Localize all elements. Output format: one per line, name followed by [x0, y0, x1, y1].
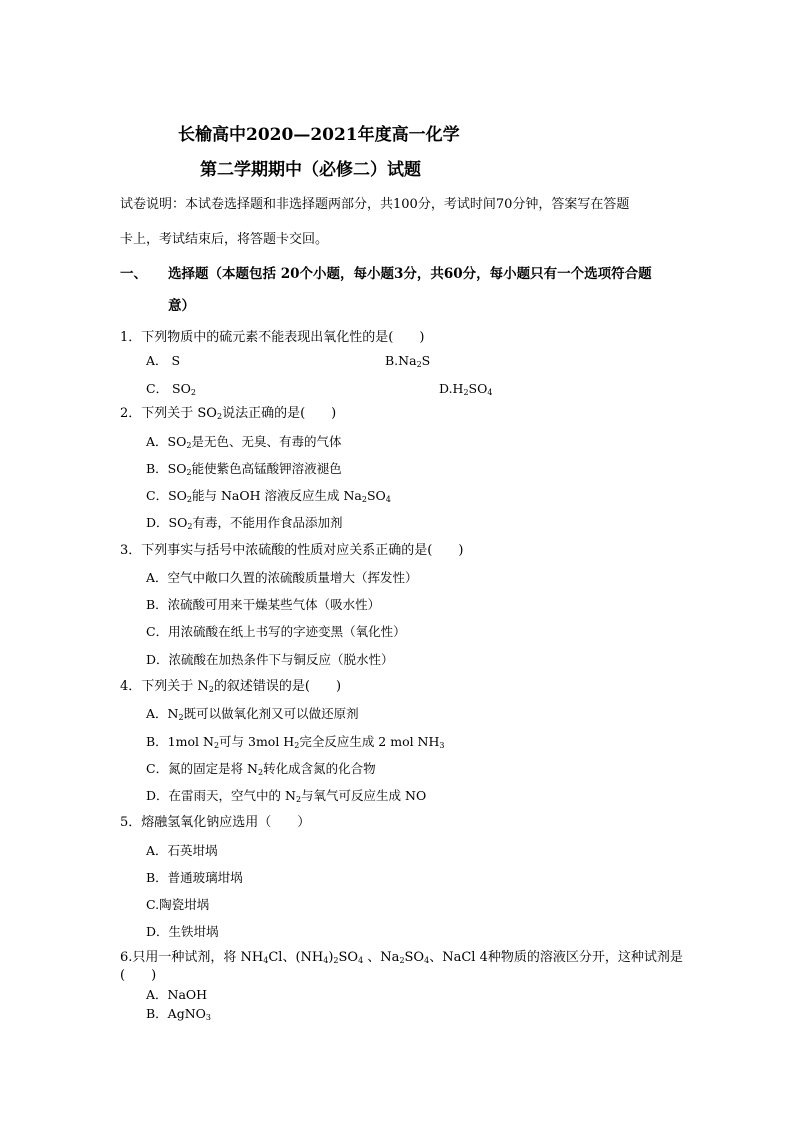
q6-option-a: A．NaOH [146, 987, 208, 1002]
section-heading-line2: 意） [168, 298, 195, 314]
q3-option-d: D．浓硫酸在加热条件下与铜反应（脱水性） [146, 652, 394, 667]
q1-option-d: $D.H_2SO_4$ [439, 381, 493, 397]
q5-option-c: C.陶瓷坩埚 [146, 897, 210, 912]
q5-option-b: B．普通玻璃坩埚 [146, 870, 243, 885]
q2-option-c: C．$SO_2$能与 NaOH 溶液反应生成 $Na_2SO_4$ [146, 488, 391, 504]
q5-stem: 5．熔融氢氧化钠应选用（ ） [120, 815, 311, 830]
q2-stem: 2．下列关于 $SO_2$说法正确的是( ) [120, 406, 337, 421]
q3-stem: 3．下列事实与括号中浓硫酸的性质对应关系正确的是( ) [120, 543, 464, 558]
intro-line2: 卡上，考试结束后，将答题卡交回。 [120, 232, 329, 247]
q3-option-b: B．浓硫酸可用来干燥某些气体（吸水性） [146, 597, 381, 612]
q5-option-d: D．生铁坩埚 [146, 924, 219, 939]
q4-stem: 4．下列关于 $N_2$的叙述错误的是( ) [120, 679, 342, 694]
q2-option-a: A．$SO_2$是无色、无臭、有毒的气体 [146, 434, 342, 450]
q2-option-b: B．$SO_2$能使紫色高锰酸钾溶液褪色 [146, 461, 342, 477]
q1-option-c: C． $SO_2$ [146, 381, 196, 397]
q6-option-b: B．AgNO$_3$ [146, 1006, 211, 1022]
q5-option-a: A．石英坩埚 [146, 843, 218, 858]
q6-stem-line1: 6.只用一种试剂，将 $NH_4Cl$、$(NH_4)_2SO_4$ 、$Na_2SO_4$、NaCl 4种物质的溶液区分开，这种试剂是 [120, 950, 683, 965]
q1-option-b: $B.Na_2S$ [385, 353, 431, 369]
q3-option-c: C．用浓硫酸在纸上书写的字迹变黑（氧化性） [146, 624, 406, 639]
intro-line1: 试卷说明：本试卷选择题和非选择题两部分，共100分，考试时间70分钟，答案写在答题 [120, 197, 630, 212]
q4-option-a: A．$N_2$既可以做氧化剂又可以做还原剂 [146, 706, 359, 722]
q1-stem: 1．下列物质中的硫元素不能表现出氧化性的是( ) [120, 330, 425, 345]
q1-option-a: A． S [146, 353, 181, 368]
q4-option-d: D．在雷雨天，空气中的 $N_2$与氧气可反应生成 NO [146, 788, 427, 804]
section-number: 一、 [120, 266, 147, 282]
exam-title-line2: 第二学期期中（必修二）试题 [200, 160, 421, 180]
section-heading-line1: 选择题（本题包括 20个小题，每小题3分，共60分，每小题只有一个选项符合题 [168, 266, 652, 282]
q4-option-b: B．1mol $N_2$可与 3mol $H_2$完全反应生成 2 mol $NH_3$ [146, 734, 445, 750]
q6-stem-line2: ( ) [120, 968, 157, 983]
exam-title-line1: 长榆高中2020—2021年度高一化学 [178, 125, 460, 145]
q4-option-c: C．氮的固定是将 $N_2$转化成含氮的化合物 [146, 761, 376, 777]
q2-option-d: D．$SO_2$有毒，不能用作食品添加剂 [146, 515, 343, 531]
q3-option-a: A．空气中敞口久置的浓硫酸质量增大（挥发性） [146, 570, 418, 585]
